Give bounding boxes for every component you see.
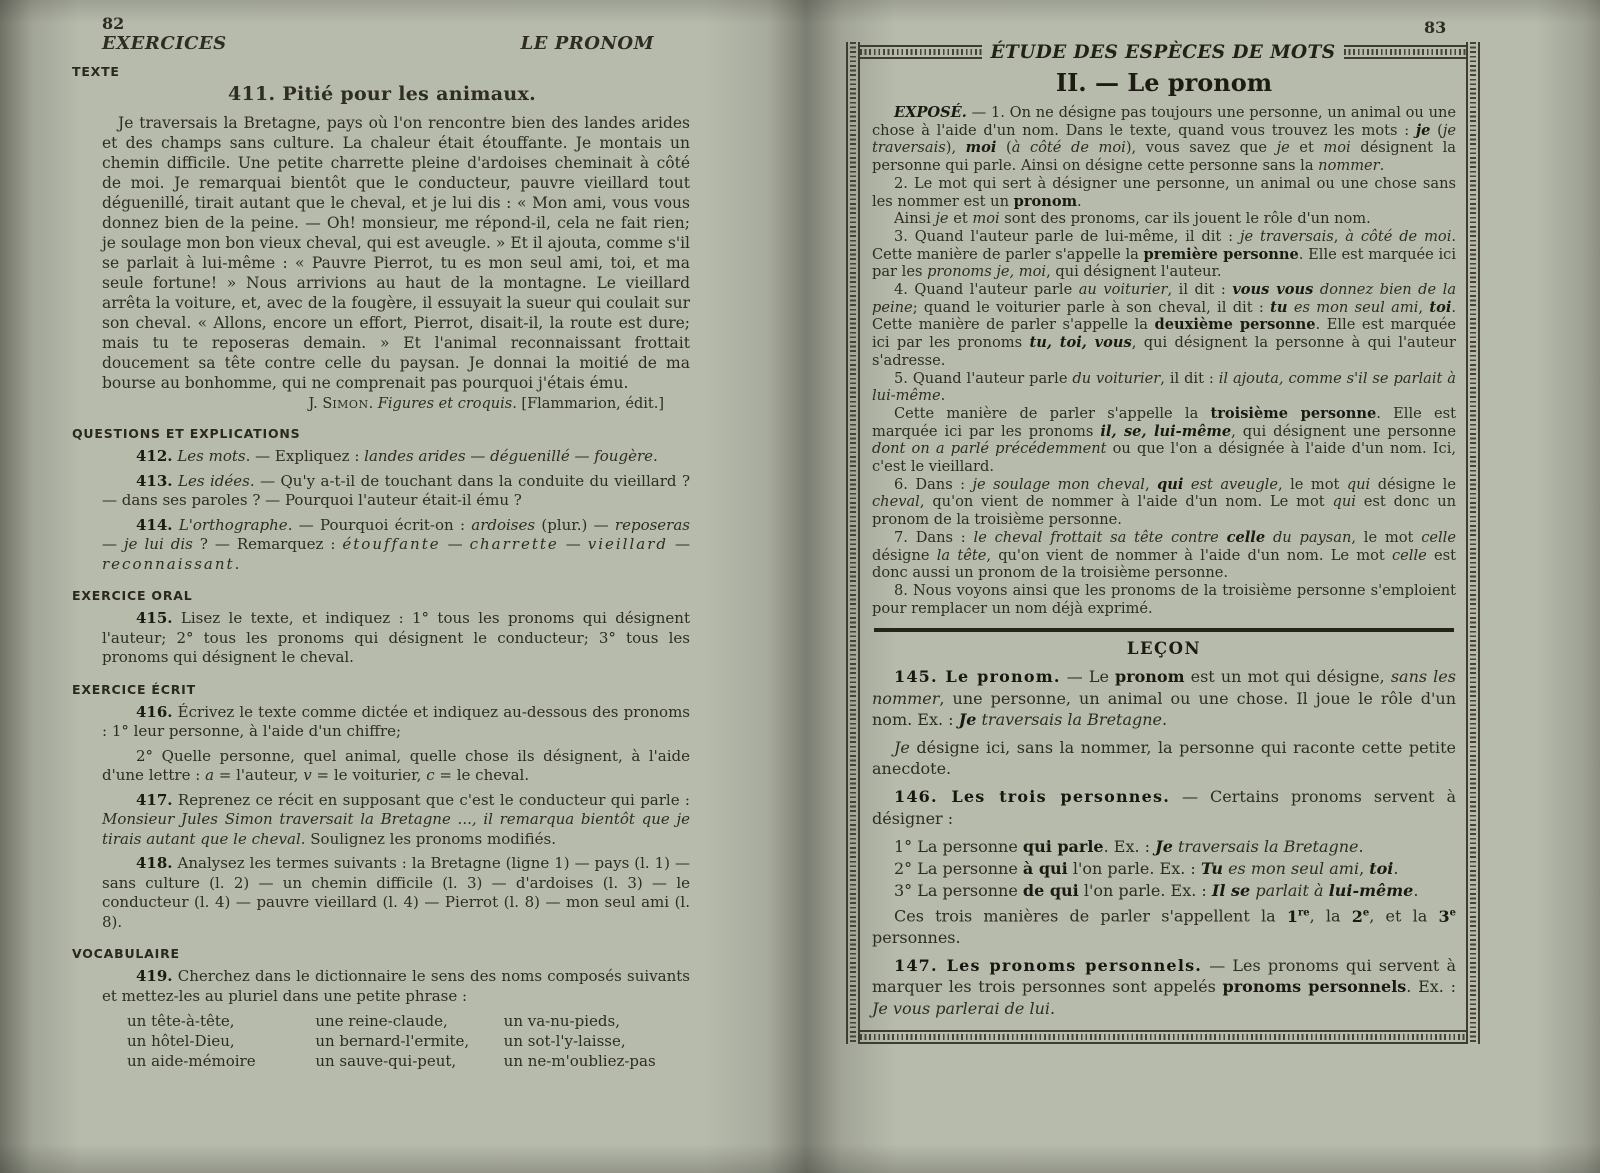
exercise-item-415: 415. Lisez le texte, et indiquez : 1° tous les pronoms qui désignent l'auteur; 2° tous les pronoms qui désignent le conducteur; 3° tous les pronoms qui désignent le cheval. [102, 609, 690, 666]
banner-left-rule [860, 45, 982, 59]
expose-paragraph: Ainsi je et moi sont des pronoms, car ils jouent le rôle d'un nom. [894, 210, 1371, 228]
lecon-list-item-3: 3° La personne de qui l'on parle. Ex. : Il se parlait à lui-même. [894, 881, 1419, 901]
chapter-title: II. — Le pronom [1055, 68, 1273, 97]
banner-right-rule [1344, 45, 1466, 59]
running-head-exercices: EXERCICES [102, 33, 227, 54]
page-left [72, 14, 692, 1071]
running-header-left [72, 14, 692, 54]
exercise-item-418: 418. Analysez les termes suivants : la Bretagne (ligne 1) — pays (l. 1) — sans culture (l. 2) — un chemin difficile (l. 3) — d'ardoises (l. 3) — le conducteur (l. 4) — pauvre vieillard (l. 4) — Pierrot (l. 8) — mon seul ami (l. 8). [102, 854, 690, 931]
expose-paragraph: 8. Nous voyons ainsi que les pronoms de la troisième personne s'emploient pour remplacer un nom déjà exprimé. [872, 581, 1456, 617]
running-head-le-pronom: LE PRONOM [520, 33, 654, 54]
page-right-frame [846, 40, 1480, 1044]
vocab-item: un sauve-qui-peut, [315, 1052, 457, 1070]
expose-paragraph: Cette manière de parler s'appelle la troisième personne. Elle est marquée ici par les pronoms il, se, lui-même, qui désignent une personne dont on a parlé précédemment ou que l'on a désignée à l'aide d'un nom. Ici, c'est le vieillard. [872, 404, 1456, 476]
lecon-paragraph-146: 146. Les trois personnes. — Certains pronoms servent à désigner : [872, 787, 1457, 828]
section-heading-questions: QUESTIONS ET EXPLICATIONS [72, 426, 301, 441]
section-heading-vocabulaire: VOCABULAIRE [72, 946, 180, 961]
exercise-item-417: 417. Reprenez ce récit en supposant que c'est le conducteur qui parle : Monsieur Jules Simon traversait la Bretagne ..., il remarqua bientôt que je tirais autant que le cheval. Soulignez les pronoms modifiés. [102, 790, 690, 848]
frame-bottom-border [860, 1030, 1466, 1044]
expose-paragraph: 5. Quand l'auteur parle du voiturier, il dit : il ajouta, comme s'il se parlait à lui-même. [872, 369, 1457, 405]
vocab-column-2 [315, 1011, 503, 1071]
expose-paragraph: 4. Quand l'auteur parle au voiturier, il dit : vous vous donnez bien de la peine; quand le voiturier parle à son cheval, il dit : tu es mon seul ami, toi. Cette manière de parler s'appelle la deuxième personne. Elle est marquée ici par les pronoms tu, toi, vous, qui désignent la personne à qui l'auteur s'adresse. [872, 281, 1457, 369]
vocab-item: un va-nu-pieds, [503, 1012, 620, 1030]
vocab-item: un aide-mémoire [127, 1052, 256, 1070]
lecon-paragraph-147: 147. Les pronoms personnels. — Les pronoms qui servent à marquer les trois personnes sont appelés pronoms personnels. Ex. : Je vous parlerai de lui. [872, 956, 1457, 1018]
vocab-column-1 [127, 1011, 315, 1071]
lecon-heading: LEÇON [1126, 639, 1202, 659]
exercise-411-title: 411. Pitié pour les animaux. [227, 83, 537, 105]
section-heading-exercice-oral: EXERCICE ORAL [72, 588, 193, 603]
chapter-banner [860, 40, 1466, 64]
exercise-item-416-suite: 2° Quelle personne, quel animal, quelle chose ils désignent, à l'aide d'une lettre : a = l'auteur, v = le voiturier, c = le cheval. [102, 746, 690, 784]
page-right-content [862, 64, 1464, 1028]
expose-paragraph: 6. Dans : je soulage mon cheval, qui est aveugle, le mot qui désigne le cheval, qu'on vient de nommer à l'aide d'un nom. Le mot qui est donc un pronom de la troisième personne. [872, 475, 1456, 529]
expose-paragraph: 2. Le mot qui sert à désigner une personne, un animal ou une chose sans les nommer est un pronom. [872, 174, 1456, 210]
page-number-right: 83 [1424, 18, 1447, 37]
expose-paragraph: 3. Quand l'auteur parle de lui-même, il dit : je traversais, à côté de moi. Cette manière de parler s'appelle la première personne. Elle est marquée ici par les pronoms je, moi, qui désignent l'auteur. [872, 227, 1457, 281]
vocab-item: un bernard-l'ermite, [315, 1032, 470, 1050]
exercise-411-text: Je traversais la Bretagne, pays où l'on rencontre bien des landes arides et des champs sans culture. La chaleur était étouffante. Je montais un chemin difficile. Une petite charrette pleine d'ardoises cheminait à côté de moi. Je remarquai bientôt que le conducteur, pauvre vieillard tout déguenillé, tirait autant que le cheval, et je lui dis : « Mon ami, vous vous donnez bien de la peine. — Oh! monsieur, me répond-il, cela ne fait rien; je soulage mon bon vieux cheval, qui est aveugle. » Et il ajouta, comme s'il se parlait à lui-même : « Pauvre Pierrot, tu es mon seul ami, toi, et ma seule fortune! » Nous arrivions au haut de la montagne. Le vieillard arrêta la voiture, et, avec de la fougère, il essuyait la sueur qui coulait sur son cheval. « Allons, encore un effort, Pierrot, disait-il, la route est dure; mais tu te reposeras demain. » Et l'animal reconnaissant frottait doucement sa tête contre celle du paysan. Je donnai la moitié de ma bourse au bonhomme, qui ne comprenait pas pourquoi j'étais ému. [102, 114, 690, 392]
page-number-left: 82 [102, 14, 125, 33]
attribution-line: J. SIMON. Figures et croquis. [Flammarion, édit.] [308, 396, 664, 412]
frame-left-border [846, 42, 860, 1044]
section-divider [874, 628, 1454, 632]
vocab-item: un sot-l'y-laisse, [503, 1032, 626, 1050]
vocab-column-3 [504, 1011, 692, 1071]
lecon-paragraph: Je désigne ici, sans la nommer, la personne qui raconte cette petite anecdote. [872, 738, 1456, 779]
vocab-columns [127, 1011, 692, 1071]
lecon-paragraph-145: 145. Le pronom. — Le pronom est un mot qui désigne, sans les nommer, une personne, un animal ou une chose. Il joue le rôle d'un nom. Ex. : Je traversais la Bretagne. [872, 667, 1456, 729]
exercise-item-416: 416. Écrivez le texte comme dictée et indiquez au-dessous des pronoms : 1° leur personne, à l'aide d'un chiffre; [102, 702, 690, 740]
lecon-list-item-2: 2° La personne à qui l'on parle. Ex. : Tu es mon seul ami, toi. [894, 859, 1399, 879]
expose-paragraph: EXPOSÉ. — 1. On ne désigne pas toujours une personne, un animal ou une chose à l'aide d'un nom. Dans le texte, quand vous trouvez les mots : je (je traversais), moi (à côté de moi), vous savez que je et moi désignent la personne qui parle. Ainsi on désigne cette personne sans la nommer. [872, 104, 1456, 175]
section-heading-exercice-ecrit: EXERCICE ÉCRIT [72, 681, 196, 697]
lecon-paragraph: Ces trois manières de parler s'appellent la 1re, la 2e, et la 3e personnes. [872, 906, 1457, 947]
vocab-item: une reine-claude, [315, 1012, 448, 1030]
texte-label: TEXTE [72, 64, 120, 79]
exercise-item-412: 412. Les mots. — Expliquez : landes arides — déguenillé — fougère. [136, 447, 658, 465]
frame-right-border [1466, 42, 1480, 1044]
exercise-item-419: 419. Cherchez dans le dictionnaire le sens des noms composés suivants et mettez-les au pluriel dans une petite phrase : [102, 967, 690, 1005]
vocab-item: un hôtel-Dieu, [127, 1032, 235, 1050]
chapter-banner-title: ÉTUDE DES ESPÈCES DE MOTS [990, 41, 1336, 63]
lecon-list-item-1: 1° La personne qui parle. Ex. : Je traversais la Bretagne. [894, 836, 1364, 856]
exercise-item-413: 413. Les idées. — Qu'y a-t-il de touchant dans la conduite du vieillard ? — dans ses paroles ? — Pourquoi l'auteur était-il ému ? [102, 471, 690, 509]
vocab-item: un ne-m'oubliez-pas [503, 1052, 656, 1070]
running-head-block [102, 14, 227, 54]
vocab-item: un tête-à-tête, [127, 1012, 235, 1030]
exercise-item-414: 414. L'orthographe. — Pourquoi écrit-on : ardoises (plur.) — reposeras — je lui dis ? — Remarquez : étouffante — charrette — vieillard — reconnaissant. [102, 515, 690, 573]
expose-paragraph: 7. Dans : le cheval frottait sa tête contre celle du paysan, le mot celle désigne la tête, qu'on vient de nommer à l'aide d'un nom. Le mot celle est donc aussi un pronom de la troisième personne. [872, 528, 1456, 582]
